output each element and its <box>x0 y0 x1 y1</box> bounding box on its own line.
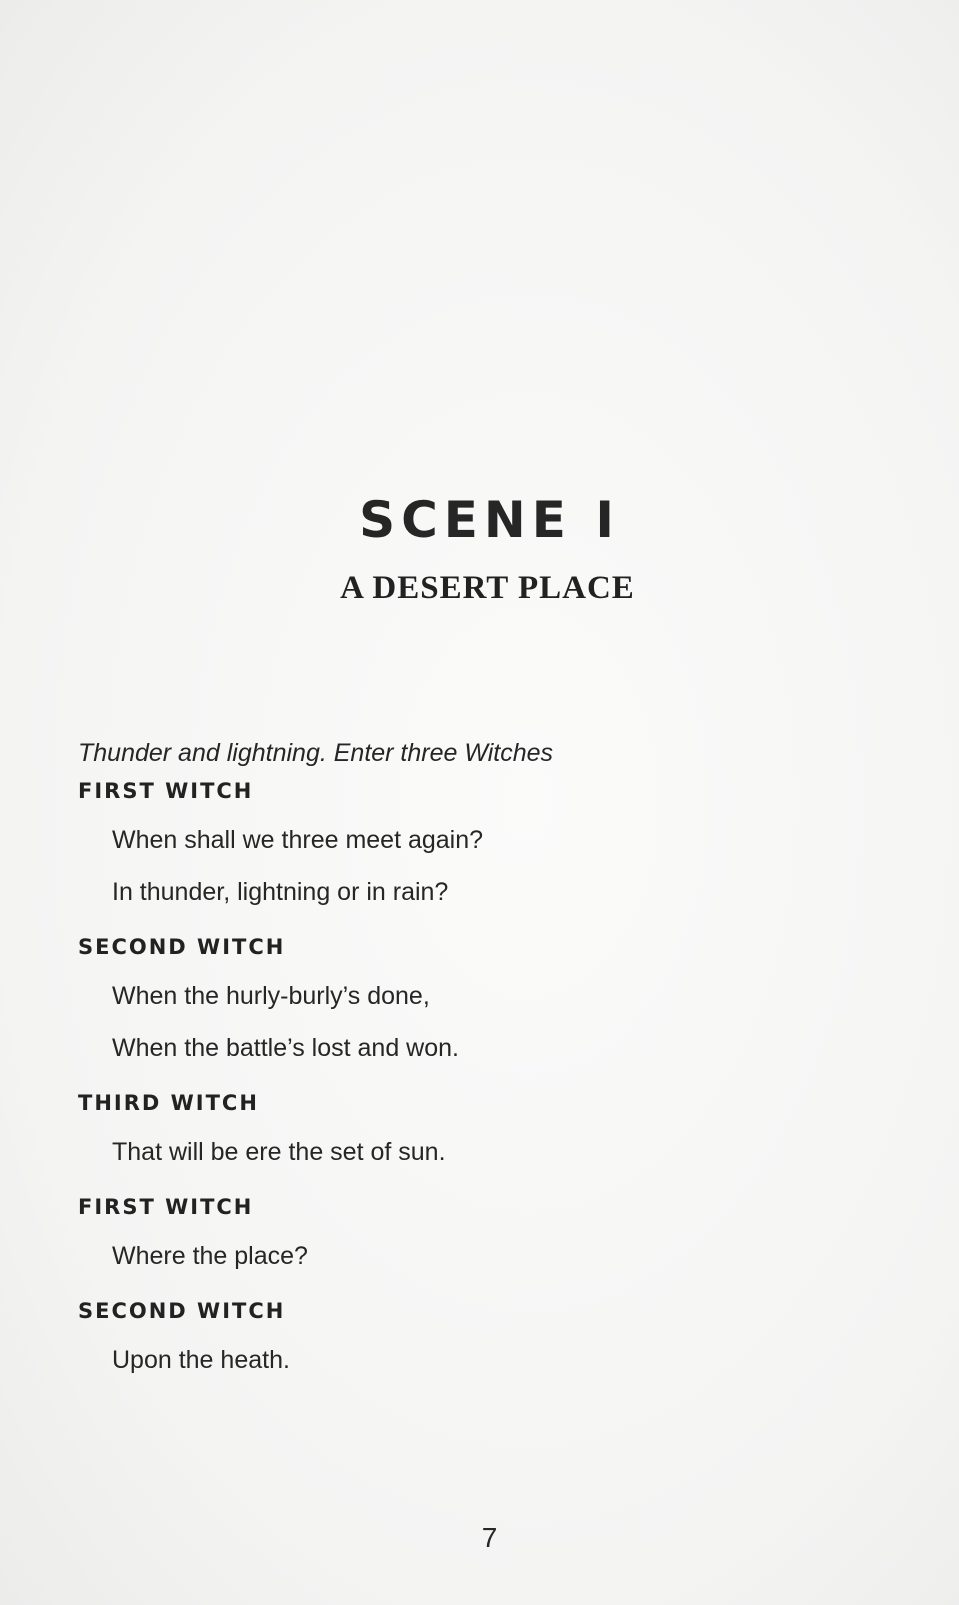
scene-title: SCENE I <box>359 491 620 549</box>
speech-line: Upon the heath. <box>112 1346 290 1374</box>
speech-line: In thunder, lightning or in rain? <box>112 878 449 906</box>
speech-line: That will be ere the set of sun. <box>112 1138 446 1166</box>
speech-line: When the hurly-burly’s done, <box>112 982 430 1010</box>
speech-line: When the battle’s lost and won. <box>112 1034 459 1062</box>
speech-line: When shall we three meet again? <box>112 826 484 854</box>
speaker-second-witch: SECOND WITCH <box>78 935 286 959</box>
page-number: 7 <box>481 1522 498 1553</box>
stage-direction: Thunder and lightning. Enter three Witches <box>78 739 554 767</box>
speaker-first-witch: FIRST WITCH <box>78 1195 254 1219</box>
speaker-third-witch: THIRD WITCH <box>78 1091 259 1115</box>
speech-line: Where the place? <box>112 1242 308 1270</box>
speaker-second-witch: SECOND WITCH <box>78 1299 286 1323</box>
scene-subtitle: A DESERT PLACE <box>340 570 635 606</box>
speaker-first-witch: FIRST WITCH <box>78 779 254 803</box>
